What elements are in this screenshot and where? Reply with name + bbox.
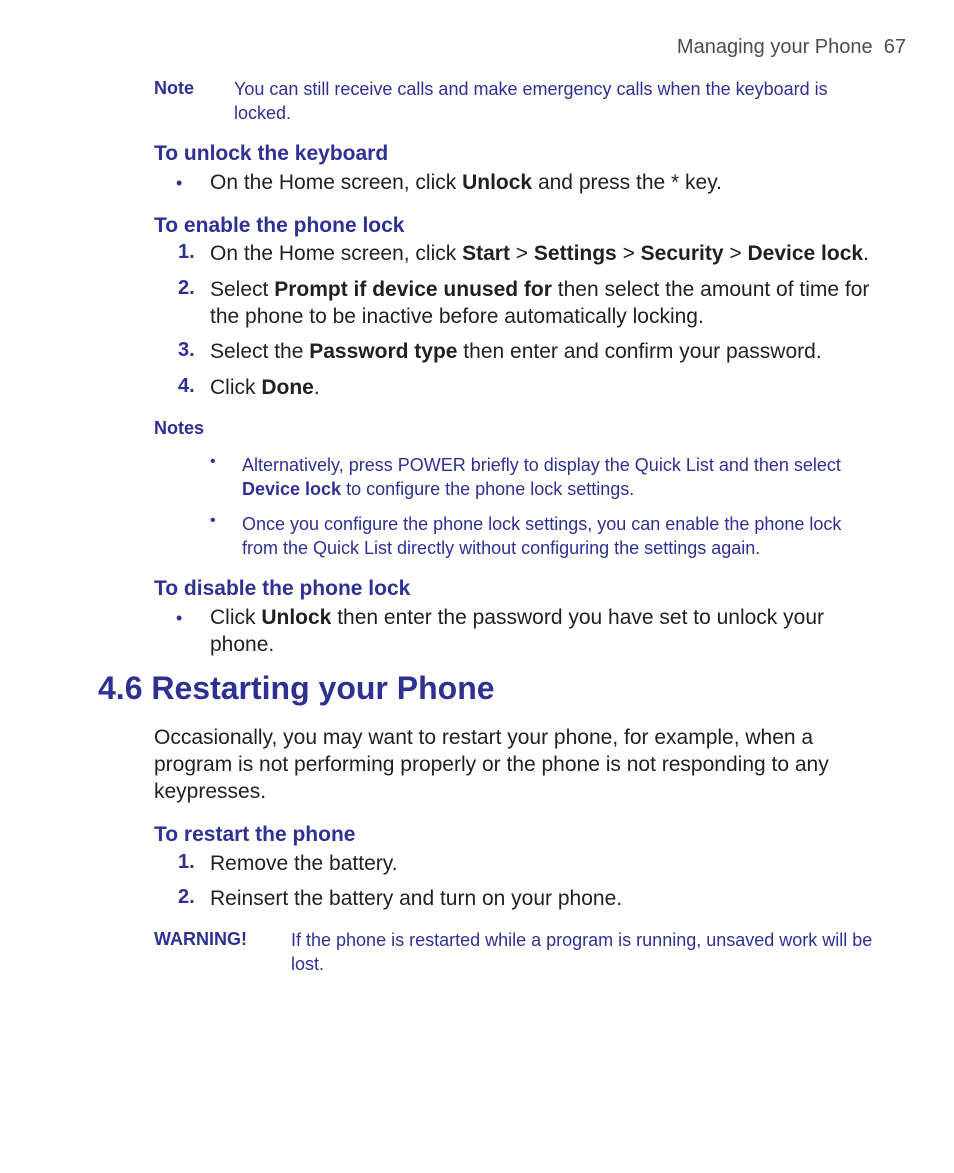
notes-bullet-2: •: [210, 512, 216, 529]
disable-bullet: •: [176, 608, 183, 628]
enable-step-1-number: 1.: [178, 241, 195, 263]
notes-item-2: Once you configure the phone lock settings, you can enable the phone lock from the Quick List directly without configuring the settings again.: [242, 514, 842, 558]
disable-item: Click Unlock then enter the password you have set to unlock your phone.: [210, 606, 824, 656]
header-section-title: Managing your Phone: [676, 36, 873, 58]
warning-label: WARNING!: [154, 929, 247, 949]
restart-step-1: Remove the battery.: [210, 852, 398, 875]
restart-step-2-number: 2.: [178, 886, 195, 908]
restart-heading: To restart the phone: [154, 823, 356, 846]
running-header: [677, 36, 906, 59]
unlock-bullet: •: [176, 173, 183, 193]
restart-step-2: Reinsert the battery and turn on your phone.: [210, 887, 623, 910]
notes-label: Notes: [154, 418, 205, 438]
header-page-number: 67: [883, 36, 906, 58]
enable-step-3-number: 3.: [178, 339, 195, 361]
enable-step-2-number: 2.: [178, 277, 195, 299]
enable-step-1: On the Home screen, click Start > Settings > Security > Device lock.: [210, 242, 869, 265]
section-intro: Occasionally, you may want to restart your phone, for example, when a program is not performing properly or the phone is not responding to any keypresses.: [154, 726, 829, 803]
enable-step-3: Select the Password type then enter and confirm your password.: [210, 340, 822, 363]
unlock-heading: To unlock the keyboard: [154, 142, 389, 165]
note-text: You can still receive calls and make emergency calls when the keyboard is locked.: [234, 79, 828, 123]
notes-item-1: Alternatively, press POWER briefly to display the Quick List and then select Device lock to configure the phone lock settings.: [242, 455, 841, 499]
restart-step-1-number: 1.: [178, 851, 195, 873]
warning-text: If the phone is restarted while a program is running, unsaved work will be lost.: [291, 930, 873, 974]
disable-heading: To disable the phone lock: [154, 577, 411, 600]
note-label: Note: [154, 78, 194, 98]
unlock-item: On the Home screen, click Unlock and press the * key.: [210, 171, 722, 194]
section-title: 4.6 Restarting your Phone: [98, 670, 495, 706]
enable-heading: To enable the phone lock: [154, 214, 405, 237]
enable-step-2: Select Prompt if device unused for then select the amount of time for the phone to be inactive before automatically locking.: [210, 278, 870, 328]
enable-step-4: Click Done.: [210, 376, 320, 399]
notes-bullet-1: •: [210, 453, 216, 470]
enable-step-4-number: 4.: [178, 375, 195, 397]
